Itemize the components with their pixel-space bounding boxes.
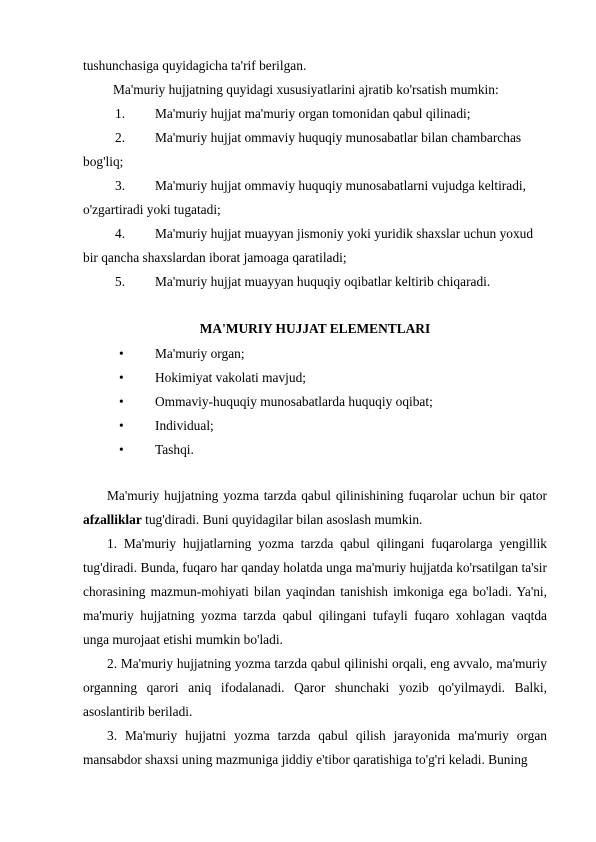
continuation-line: tushunchasiga quyidagicha ta'rif berilgan. — [83, 58, 307, 73]
item-continuation: bog'liq; — [83, 154, 124, 169]
bullet-icon: • — [119, 418, 124, 433]
list-item — [83, 270, 547, 294]
bullet-icon: • — [119, 346, 124, 361]
item-continuation: o'zgartiradi yoki tugatadi; — [83, 202, 221, 217]
intro-text-end: tug'diradi. Buni quyidagilar bilan asoslash mumkin. — [141, 512, 423, 527]
spacer — [83, 462, 547, 484]
bullet-icon: • — [119, 442, 124, 457]
item-number: 1. — [115, 106, 126, 121]
item-text: Ma'muriy hujjat ma'muriy organ tomonidan qabul qilinadi; — [155, 106, 471, 121]
bold-term: afzalliklar — [83, 512, 142, 527]
elements-list — [83, 342, 547, 462]
list-item — [83, 438, 547, 462]
item-text: Ommaviy-huquqiy munosabatlarda huquqiy oqibat; — [155, 394, 433, 409]
item-number: 5. — [115, 274, 126, 289]
item-text: Ma'muriy hujjat muayyan huquqiy oqibatlar keltirib chiqaradi. — [155, 274, 491, 289]
item-text: Ma'muriy organ; — [155, 346, 245, 361]
features-intro: Ma'muriy hujjatning quyidagi xususiyatlarini ajratib ko'rsatish mumkin: — [113, 82, 499, 97]
list-item — [83, 102, 547, 126]
item-text: Individual; — [155, 418, 214, 433]
advantages-intro — [83, 484, 547, 532]
paragraph-1: 1. Ma'muriy hujjatlarning yozma tarzda qabul qilingani fuqarolarga yengillik tug'diradi. Bunda, fuqaro har qanday holatda unga ma'muriy hujjatda ko'rsatilgan ta'sir chorasining mazmun-mohiyati bilan yaqindan tanishish imkoniga ega bo'ladi. Ya'ni, ma'muriy hujjatning yozma tarzda qabul qilingani tufayli fuqaro xohlagan vaqtda unga murojaat etishi mumkin bo'ladi. — [83, 536, 547, 647]
list-item — [83, 342, 547, 366]
intro-text: Ma'muriy hujjatning yozma tarzda qabul qilinishining fuqarolar uchun bir qator — [107, 488, 547, 503]
bullet-icon: • — [119, 394, 124, 409]
list-item — [83, 222, 547, 246]
list-item — [83, 414, 547, 438]
section-heading: MA'MURIY HUJJAT ELEMENTLARI — [199, 321, 431, 336]
document-body — [83, 54, 547, 772]
list-item — [83, 390, 547, 414]
item-continuation: bir qancha shaxslardan iborat jamoaga qaratiladi; — [83, 250, 347, 265]
item-text: Ma'muriy hujjat muayyan jismoniy yoki yuridik shaxslar uchun yoxud — [155, 226, 534, 241]
item-text: Hokimiyat vakolati mavjud; — [155, 370, 306, 385]
item-number: 4. — [115, 226, 126, 241]
bullet-icon: • — [119, 370, 124, 385]
list-item — [83, 126, 547, 150]
item-text: Ma'muriy hujjat ommaviy huquqiy munosabatlarni vujudga keltiradi, — [155, 178, 526, 193]
list-item — [83, 174, 547, 198]
item-text: Tashqi. — [155, 442, 194, 457]
item-number: 2. — [115, 130, 126, 145]
features-list — [83, 102, 547, 294]
list-item — [83, 366, 547, 390]
paragraph-2: 2. Ma'muriy hujjatning yozma tarzda qabul qilinishi orqali, eng avvalo, ma'muriy organning qarori aniq ifodalanadi. Qaror shunchaki yozib qo'yilmaydi. Balki, asoslantirib beriladi. — [83, 656, 547, 719]
item-text: Ma'muriy hujjat ommaviy huquqiy munosabatlar bilan chambarchas — [155, 130, 522, 145]
item-number: 3. — [115, 178, 126, 193]
paragraph-3: 3. Ma'muriy hujjatni yozma tarzda qabul qilish jarayonida ma'muriy organ mansabdor shaxsi uning mazmuniga jiddiy e'tibor qaratishiga to'g'ri keladi. Buning — [83, 728, 547, 767]
